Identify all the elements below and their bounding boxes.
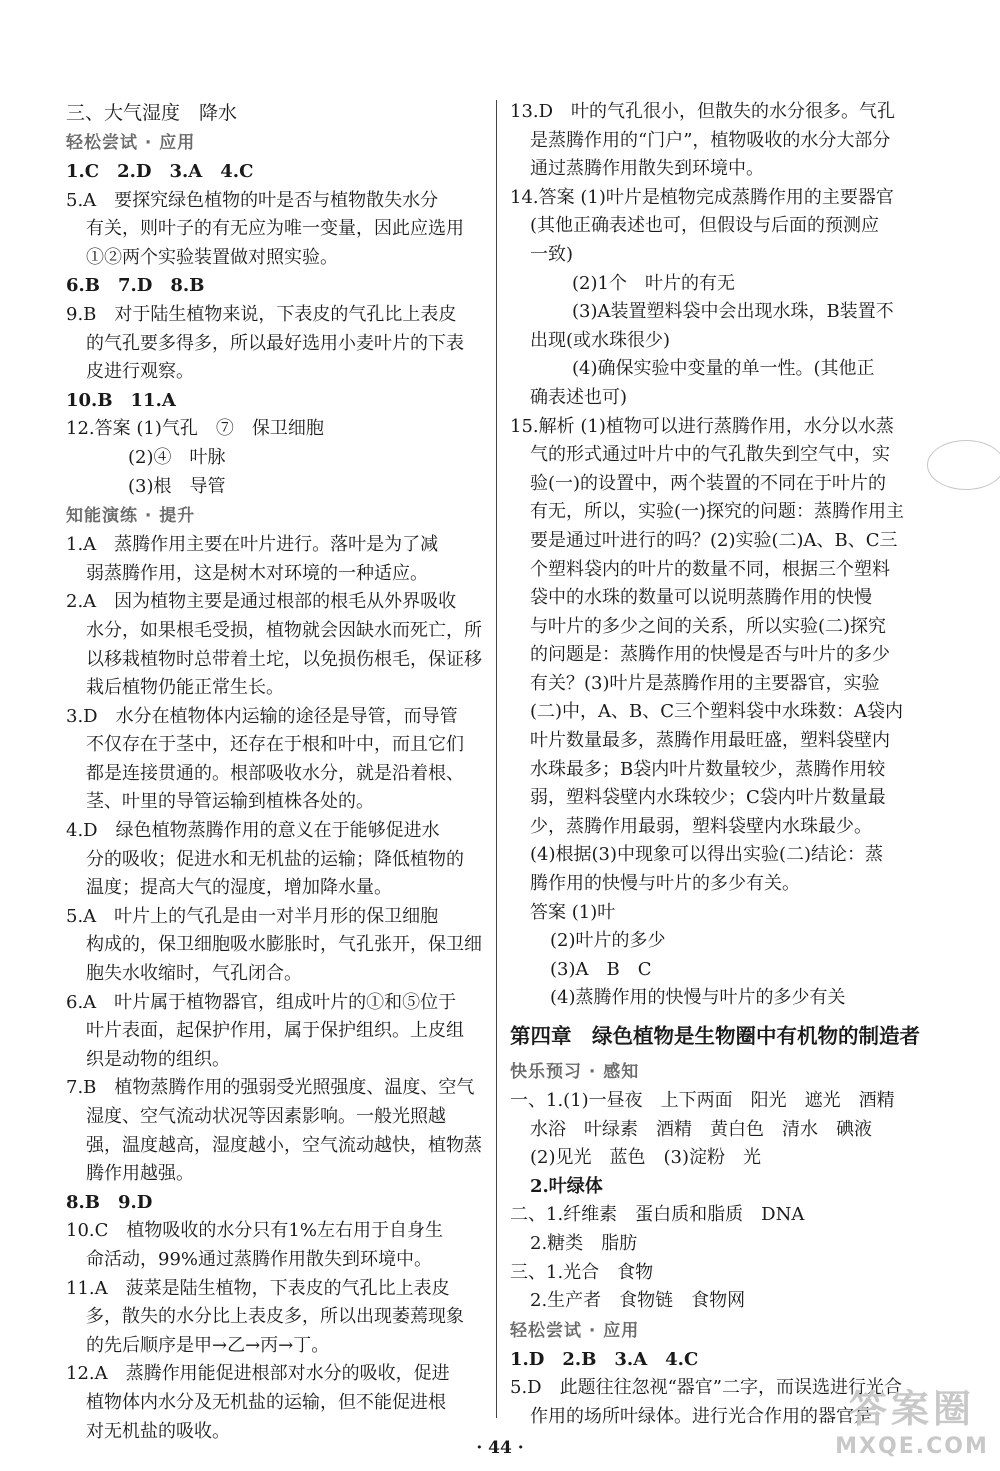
answer-line: 2.A 因为植物主要是通过根部的根毛从外界吸收 (66, 591, 457, 613)
answer-line: (其他正确表述也可，但假设与后面的预测应 (530, 215, 880, 237)
answer-line: 强，温度越高，湿度越小，空气流动越快，植物蒸 (86, 1134, 482, 1156)
section-tag-practice: 轻松尝试 · 应用 (66, 133, 196, 153)
answer-line: 的先后顺序是甲→乙→丙→丁。 (86, 1334, 330, 1356)
answer-line: 与叶片的多少之间的关系，所以实验(二)探究 (530, 615, 887, 637)
answer-line: 二、1.纤维素 蛋白质和脂质 DNA (510, 1204, 805, 1226)
answer-line: 2.叶绿体 (530, 1175, 603, 1197)
answer-line: 一、1.(1)一昼夜 上下两面 阳光 遮光 酒精 (510, 1090, 895, 1111)
right-column (510, 98, 934, 1432)
answer-line: 5.A 叶片上的气孔是由一对半月形的保卫细胞 (66, 905, 439, 927)
answer-line: 出现(或水珠很少) (530, 329, 671, 351)
answer-line: 13.D 叶的气孔很小，但散失的水分很多。气孔 (510, 101, 896, 122)
answer-line: 叶片数量最多，蒸腾作用最旺盛，塑料袋壁内 (530, 730, 890, 752)
answer-line: 12.答案 (1)气孔 ⑦ 保卫细胞 (66, 418, 324, 440)
answer-line: 水分，如果根毛受损，植物就会因缺水而死亡，所 (86, 619, 482, 641)
answer-line: ①②两个实验装置做对照实验。 (86, 246, 338, 268)
answer-line: 水珠最多；B袋内叶片数量较少，蒸腾作用较 (530, 758, 886, 780)
answer-line: (2)见光 蓝色 (3)淀粉 光 (530, 1147, 761, 1169)
section-tag-practice: 轻松尝试 · 应用 (510, 1320, 640, 1341)
answer-line: 对无机盐的吸收。 (86, 1420, 230, 1442)
answer-line: 12.A 蒸腾作用能促进根部对水分的吸收，促进 (66, 1363, 450, 1385)
answer-line: 植物体内水分及无机盐的运输，但不能促进根 (86, 1391, 446, 1413)
stamp-mark (927, 440, 1000, 490)
section-title: 三、大气湿度 降水 (66, 102, 238, 124)
answer-line: 湿度、空气流动状况等因素影响。一般光照越 (86, 1106, 446, 1127)
answer-line: 胞失水收缩时，气孔闭合。 (86, 963, 302, 985)
answer-line: (4)确保实验中变量的单一性。(其他正 (572, 358, 875, 380)
answer-line: 确表述也可) (530, 386, 628, 408)
page-number: · 44 · (476, 1438, 524, 1458)
answer-line: 10.C 植物吸收的水分只有1%左右用于自身生 (66, 1220, 443, 1242)
answer-line: (3)A装置塑料袋中会出现水珠，B装置不 (572, 301, 894, 323)
answer-line: 作用的场所叶绿体。进行光合作用的器官是 (530, 1405, 872, 1427)
answer-line: 构成的，保卫细胞吸水膨胀时，气孔张开，保卫细 (86, 934, 482, 956)
answer-line: 有关？(3)叶片是蒸腾作用的主要器官，实验 (530, 672, 880, 694)
answer-line: 茎、叶里的导管运输到植株各处的。 (86, 791, 374, 813)
answer-line: 8.B 9.D (66, 1191, 153, 1213)
answer-line: (3)A B C (550, 958, 652, 980)
watermark-url: MXQE.COM (835, 1434, 989, 1459)
left-column (66, 98, 488, 1446)
answer-line: 2.糖类 脂肪 (530, 1232, 638, 1254)
answer-line: (3)根 导管 (128, 475, 226, 497)
watermark-logo (832, 1385, 992, 1469)
answer-line: 温度；提高大气的湿度，增加降水量。 (86, 877, 392, 899)
answer-line: (4)根据(3)中现象可以得出实验(二)结论：蒸 (530, 844, 884, 866)
answer-line: 11.A 菠菜是陆生植物，下表皮的气孔比上表皮 (66, 1277, 450, 1299)
answer-line: 5.A 要探究绿色植物的叶是否与植物散失水分 (66, 189, 439, 211)
answer-line: 都是连接贯通的。根部吸收水分，就是沿着根、 (86, 762, 464, 784)
answer-line: 弱蒸腾作用，这是树木对环境的一种适应。 (86, 562, 428, 584)
answer-line: 有关，则叶子的有无应为唯一变量，因此应选用 (86, 218, 464, 240)
answer-line: 要是通过叶进行的吗？(2)实验(二)A、B、C三 (530, 529, 898, 551)
chapter-title: 第四章 绿色植物是生物圈中有机物的制造者 (510, 1024, 920, 1048)
answer-line: 皮进行观察。 (86, 361, 194, 383)
answer-line: 不仅存在于茎中，还存在于根和叶中，而且它们 (86, 734, 464, 756)
answer-line: 15.解析 (1)植物可以进行蒸腾作用，水分以水蒸 (510, 415, 894, 437)
answer-line: 气的形式通过叶片中的气孔散失到空气中，实 (530, 444, 890, 466)
answer-line: 三、1.光合 食物 (510, 1261, 654, 1283)
answer-line: 织是动物的组织。 (86, 1048, 230, 1070)
answer-line: 1.D 2.B 3.A 4.C (510, 1348, 699, 1370)
column-divider (496, 100, 497, 1418)
answer-line: 6.A 叶片属于植物器官，组成叶片的①和⑤位于 (66, 991, 457, 1013)
answer-line: 2.生产者 食物链 食物网 (530, 1290, 746, 1312)
answer-line: 腾作用的快慢与叶片的多少有关。 (530, 873, 800, 895)
answer-line: 是蒸腾作用的“门户”，植物吸收的水分大部分 (530, 129, 891, 151)
watermark-text: 答案圈 (848, 1387, 975, 1431)
section-tag-improve: 知能演练 · 提升 (66, 506, 196, 527)
answer-line: 答案 (1)叶 (530, 901, 616, 923)
answer-line: 14.答案 (1)叶片是植物完成蒸腾作用的主要器官 (510, 186, 894, 208)
answer-line: (2)1个 叶片的有无 (572, 272, 735, 294)
answer-line: 5.D 此题往往忽视“器官”二字，而误选进行光合 (510, 1377, 903, 1399)
section-tag-preview: 快乐预习 · 感知 (510, 1062, 640, 1082)
answer-line: 9.B 对于陆生植物来说，下表皮的气孔比上表皮 (66, 303, 457, 325)
answer-line: 个塑料袋内的叶片的数量不同，根据三个塑料 (530, 558, 890, 580)
answer-line: 分的吸收；促进水和无机盐的运输；降低植物的 (86, 848, 464, 870)
answer-line: 验(一)的设置中，两个装置的不同在于叶片的 (530, 472, 887, 494)
answer-line: (2)叶片的多少 (550, 930, 666, 952)
answer-line: 多，散失的水分比上表皮多，所以出现萎蔫现象 (86, 1306, 464, 1328)
answer-line: 1.A 蒸腾作用主要在叶片进行。落叶是为了减 (66, 534, 439, 556)
answer-line: 3.D 水分在植物体内运输的途径是导管，而导管 (66, 705, 458, 727)
answer-line: 叶片表面，起保护作用，属于保护组织。上皮组 (86, 1020, 464, 1042)
answer-line: 的气孔要多得多，所以最好选用小麦叶片的下表 (86, 332, 464, 354)
answer-line: 4.D 绿色植物蒸腾作用的意义在于能够促进水 (66, 820, 440, 842)
answer-line: 栽后植物仍能正常生长。 (86, 677, 284, 699)
answer-line: 通过蒸腾作用散失到环境中。 (530, 158, 764, 180)
answer-line: 水浴 叶绿素 酒精 黄白色 清水 碘液 (530, 1118, 872, 1140)
answer-line: 1.C 2.D 3.A 4.C (66, 161, 254, 182)
answer-line: 的问题是：蒸腾作用的快慢是否与叶片的多少 (530, 644, 890, 666)
answer-line: 以移栽植物时总带着土坨，以免损伤根毛，保证移 (86, 648, 482, 670)
answer-line: 弱，塑料袋壁内水珠较少；C袋内叶片数量最 (530, 787, 886, 809)
answer-line: 少，蒸腾作用最弱，塑料袋壁内水珠最少。 (530, 815, 872, 837)
answer-line: 7.B 植物蒸腾作用的强弱受光照强度、温度、空气 (66, 1077, 475, 1099)
answer-line: 袋中的水珠的数量可以说明蒸腾作用的快慢 (530, 587, 872, 609)
answer-line: 一致) (530, 243, 574, 265)
answer-line: 腾作用越强。 (86, 1163, 194, 1185)
answer-line: 6.B 7.D 8.B (66, 275, 205, 297)
answer-line: (二)中，A、B、C三个塑料袋中水珠数：A袋内 (530, 701, 904, 723)
answer-line: 10.B 11.A (66, 389, 176, 411)
answer-line: 有无，所以，实验(一)探究的问题：蒸腾作用主 (530, 501, 905, 523)
answer-line: (4)蒸腾作用的快慢与叶片的多少有关 (550, 987, 846, 1009)
answer-line: (2)④ 叶脉 (128, 446, 226, 468)
answer-line: 命活动，99%通过蒸腾作用散失到环境中。 (86, 1248, 433, 1270)
